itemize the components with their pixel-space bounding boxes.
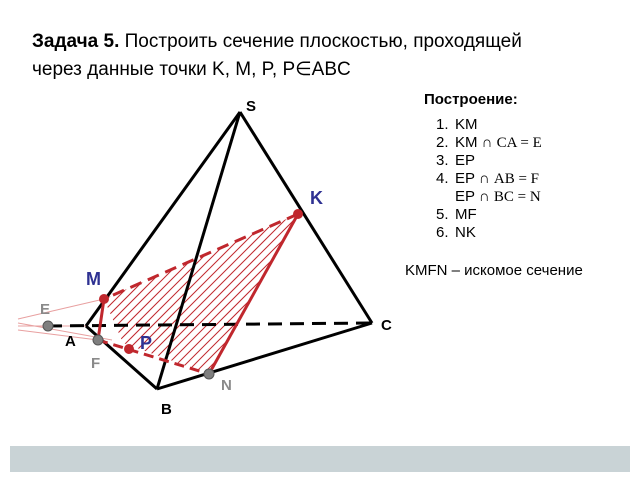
task-text-line2: через данные точки K, M, P, P∈ABC bbox=[32, 59, 351, 80]
aux-line-em bbox=[18, 299, 104, 319]
step-text: KM ∩ bbox=[455, 134, 497, 151]
construction-step bbox=[436, 134, 542, 152]
construction-result: KMFN – искомое сечение bbox=[405, 262, 583, 279]
step-number: 1. bbox=[436, 116, 449, 133]
label-k: K bbox=[310, 188, 323, 208]
step-expression: AB = F bbox=[493, 171, 539, 187]
hatch-line bbox=[87, 200, 287, 400]
construction-step bbox=[436, 224, 542, 242]
step-text: EP ∩ bbox=[455, 188, 494, 205]
point-f bbox=[93, 335, 103, 345]
construction-step bbox=[436, 116, 542, 134]
step-text: MF bbox=[455, 206, 477, 223]
step-number: 4. bbox=[436, 170, 449, 187]
edge-sa bbox=[86, 112, 240, 326]
label-n: N bbox=[221, 377, 232, 394]
construction-step bbox=[436, 206, 542, 224]
step-number: 6. bbox=[436, 224, 449, 241]
hatch-line bbox=[0, 200, 170, 400]
construction-step bbox=[436, 152, 542, 170]
edge-ac-hidden bbox=[48, 323, 372, 326]
construction-step bbox=[436, 188, 542, 206]
step-text: EP bbox=[455, 152, 476, 169]
hatch-line bbox=[0, 200, 179, 400]
construction-steps bbox=[436, 116, 542, 242]
point-e bbox=[43, 321, 53, 331]
step-number: 2. bbox=[436, 134, 449, 151]
label-p: P bbox=[140, 333, 153, 353]
label-c: C bbox=[381, 317, 392, 334]
label-b: B bbox=[161, 401, 172, 418]
task-text-line1: Построить сечение плоскостью, проходящей bbox=[124, 31, 522, 52]
point-n bbox=[204, 369, 214, 379]
hatch-line bbox=[195, 200, 395, 400]
step-number: 5. bbox=[436, 206, 449, 223]
step-text: EP ∩ bbox=[455, 170, 494, 187]
construction-heading: Построение: bbox=[424, 91, 518, 108]
point-m bbox=[99, 294, 109, 304]
hatch-line bbox=[33, 200, 233, 400]
step-expression: CA = E bbox=[496, 135, 542, 151]
edge-bc bbox=[157, 323, 372, 389]
point-k bbox=[293, 209, 303, 219]
step-text: KM bbox=[455, 116, 478, 133]
label-m: M bbox=[86, 269, 101, 289]
hatch-line bbox=[204, 200, 404, 400]
construction-step bbox=[436, 170, 542, 188]
hatch-line bbox=[60, 200, 260, 400]
footer-bar bbox=[10, 446, 630, 472]
step-text: NK bbox=[455, 224, 476, 241]
label-e: E bbox=[40, 301, 51, 318]
step-number: 3. bbox=[436, 152, 449, 169]
edge-sc bbox=[240, 112, 372, 323]
label-s: S bbox=[246, 98, 257, 115]
label-a: A bbox=[65, 333, 76, 350]
step-expression: BC = N bbox=[493, 189, 541, 205]
label-f: F bbox=[91, 355, 101, 372]
task-label: Задача 5. bbox=[32, 31, 120, 52]
hatch-line bbox=[141, 200, 341, 400]
point-p bbox=[124, 344, 134, 354]
